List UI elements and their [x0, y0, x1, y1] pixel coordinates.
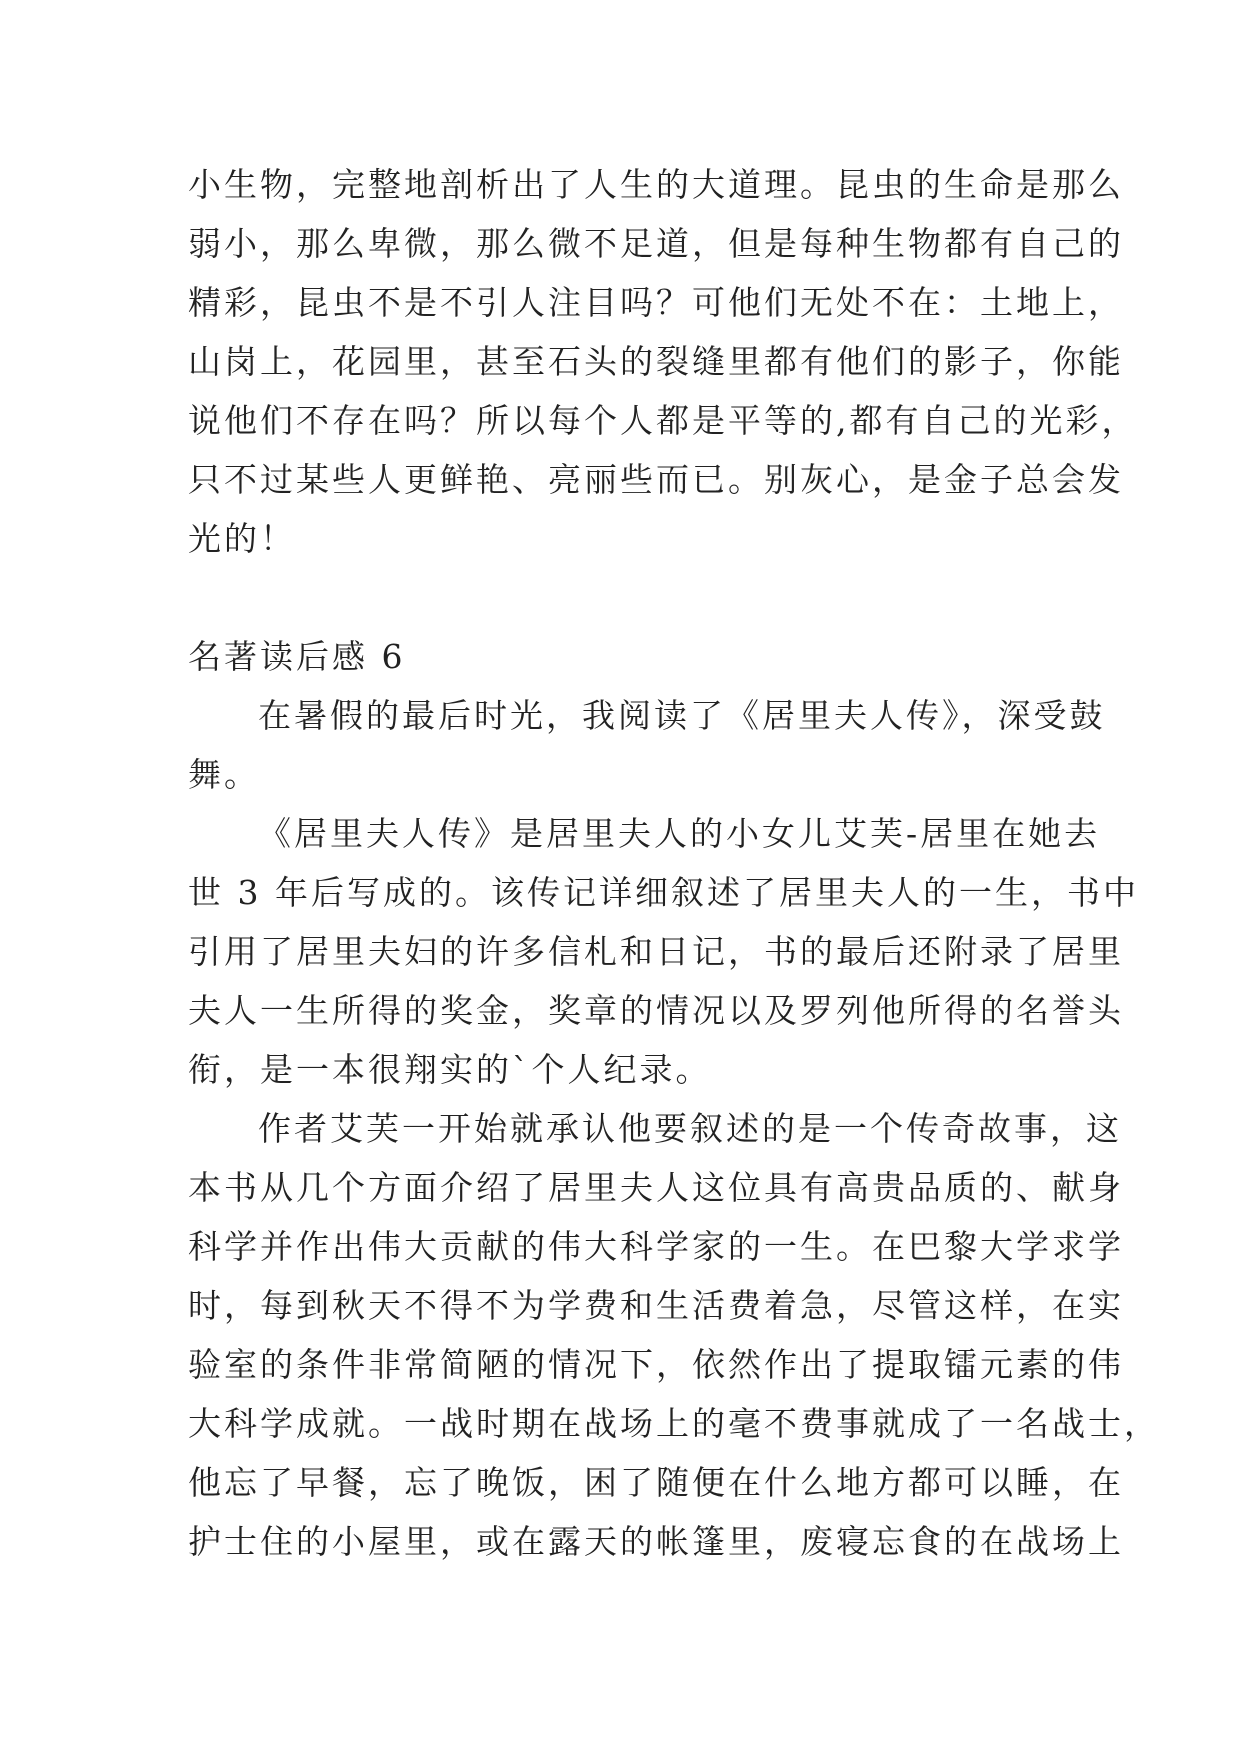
text-line: 本书从几个方面介绍了居里夫人这位具有高贵品质的、献身	[188, 1168, 1124, 1207]
text-line: 只不过某些人更鲜艳、亮丽些而已。别灰心，是金子总会发	[188, 460, 1124, 499]
text-line: 作者艾芙一开始就承认他要叙述的是一个传奇故事，这	[258, 1109, 1122, 1148]
text-line: 验室的条件非常简陋的情况下，依然作出了提取镭元素的伟	[188, 1345, 1124, 1384]
text-line: 科学并作出伟大贡献的伟大科学家的一生。在巴黎大学求学	[188, 1227, 1124, 1266]
text-line: 小生物，完整地剖析出了人生的大道理。昆虫的生命是那么	[188, 165, 1124, 204]
text-line: 护士住的小屋里，或在露天的帐篷里，废寝忘食的在战场上	[188, 1522, 1124, 1561]
text-line: 夫人一生所得的奖金，奖章的情况以及罗列他所得的名誉头	[188, 991, 1124, 1030]
text-line: 《居里夫人传》是居里夫人的小女儿艾芙-居里在她去	[258, 814, 1101, 853]
text-line: 舞。	[188, 755, 260, 794]
text-line: 山岗上，花园里，甚至石头的裂缝里都有他们的影子，你能	[188, 342, 1124, 381]
text-line: 大科学成就。一战时期在战场上的毫不费事就成了一名战士，	[188, 1404, 1160, 1443]
text-line: 在暑假的最后时光，我阅读了《居里夫人传》，深受鼓	[258, 696, 1106, 735]
text-line: 衔，是一本很翔实的`个人纪录。	[188, 1050, 712, 1089]
text-line: 时，每到秋天不得不为学费和生活费着急，尽管这样，在实	[188, 1286, 1124, 1325]
document-body	[188, 155, 1160, 1571]
text-line: 说他们不存在吗？所以每个人都是平等的,都有自己的光彩，	[188, 401, 1138, 440]
text-line: 引用了居里夫妇的许多信札和日记，书的最后还附录了居里	[188, 932, 1124, 971]
text-line: 精彩，昆虫不是不引人注目吗？可他们无处不在：土地上，	[188, 283, 1124, 322]
text-line: 他忘了早餐，忘了晚饭，困了随便在什么地方都可以睡，在	[188, 1463, 1124, 1502]
text-line: 弱小，那么卑微，那么微不足道，但是每种生物都有自己的	[188, 224, 1124, 263]
text-line: 光的！	[188, 519, 296, 558]
text-line: 世 3 年后写成的。该传记详细叙述了居里夫人的一生，书中	[188, 873, 1139, 912]
section-heading: 名著读后感 6	[188, 637, 406, 676]
